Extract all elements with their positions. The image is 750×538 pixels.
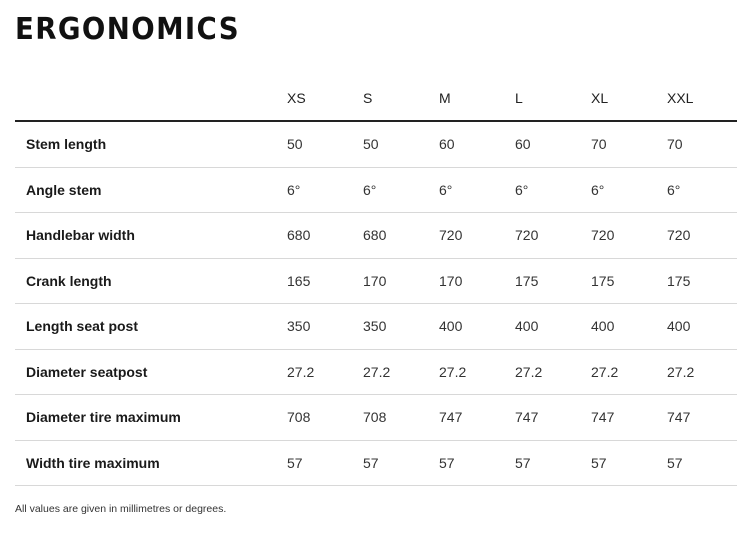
ergonomics-table	[15, 75, 737, 486]
table-cell: 27.2	[667, 349, 737, 395]
table-cell: 6°	[667, 167, 737, 213]
table-cell: 60	[515, 121, 591, 167]
row-label: Width tire maximum	[15, 440, 287, 486]
table-cell: 680	[363, 213, 439, 259]
table-cell: 27.2	[515, 349, 591, 395]
table-cell: 400	[591, 304, 667, 350]
table-cell: 350	[287, 304, 363, 350]
table-cell: 70	[667, 121, 737, 167]
table-header-row	[15, 75, 737, 121]
size-header-xl: XL	[591, 75, 667, 121]
table-cell: 175	[667, 258, 737, 304]
table-cell: 747	[591, 395, 667, 441]
table-row	[15, 304, 737, 350]
header-label-cell	[15, 75, 287, 121]
table-cell: 400	[667, 304, 737, 350]
table-row	[15, 213, 737, 259]
table-cell: 6°	[363, 167, 439, 213]
row-label: Handlebar width	[15, 213, 287, 259]
table-cell: 165	[287, 258, 363, 304]
table-cell: 747	[667, 395, 737, 441]
table-row	[15, 349, 737, 395]
table-cell: 170	[363, 258, 439, 304]
table-cell: 720	[591, 213, 667, 259]
table-cell: 350	[363, 304, 439, 350]
table-cell: 175	[515, 258, 591, 304]
table-cell: 57	[667, 440, 737, 486]
size-header-xs: XS	[287, 75, 363, 121]
table-cell: 27.2	[591, 349, 667, 395]
table-cell: 720	[667, 213, 737, 259]
table-cell: 57	[287, 440, 363, 486]
table-cell: 60	[439, 121, 515, 167]
table-row	[15, 167, 737, 213]
table-row	[15, 258, 737, 304]
table-cell: 6°	[287, 167, 363, 213]
table-row	[15, 440, 737, 486]
page-title: ERGONOMICS	[15, 12, 240, 47]
table-cell: 27.2	[287, 349, 363, 395]
table-cell: 50	[287, 121, 363, 167]
size-header-m: M	[439, 75, 515, 121]
table-cell: 6°	[515, 167, 591, 213]
table-cell: 708	[363, 395, 439, 441]
table-cell: 57	[363, 440, 439, 486]
table-row	[15, 121, 737, 167]
size-header-xxl: XXL	[667, 75, 737, 121]
row-label: Stem length	[15, 121, 287, 167]
table-cell: 57	[439, 440, 515, 486]
table-cell: 170	[439, 258, 515, 304]
table-cell: 400	[439, 304, 515, 350]
table-cell: 708	[287, 395, 363, 441]
table-cell: 6°	[591, 167, 667, 213]
table-cell: 6°	[439, 167, 515, 213]
footnote: All values are given in millimetres or degrees.	[15, 503, 227, 515]
row-label: Angle stem	[15, 167, 287, 213]
row-label: Diameter seatpost	[15, 349, 287, 395]
table-cell: 175	[591, 258, 667, 304]
size-header-l: L	[515, 75, 591, 121]
table-cell: 27.2	[363, 349, 439, 395]
row-label: Length seat post	[15, 304, 287, 350]
table-row	[15, 395, 737, 441]
table-cell: 747	[515, 395, 591, 441]
table-cell: 720	[439, 213, 515, 259]
row-label: Crank length	[15, 258, 287, 304]
row-label: Diameter tire maximum	[15, 395, 287, 441]
table-cell: 720	[515, 213, 591, 259]
size-header-s: S	[363, 75, 439, 121]
table-cell: 57	[515, 440, 591, 486]
table-cell: 50	[363, 121, 439, 167]
table-cell: 57	[591, 440, 667, 486]
table-cell: 400	[515, 304, 591, 350]
table-cell: 27.2	[439, 349, 515, 395]
table-cell: 70	[591, 121, 667, 167]
table-cell: 680	[287, 213, 363, 259]
table-cell: 747	[439, 395, 515, 441]
